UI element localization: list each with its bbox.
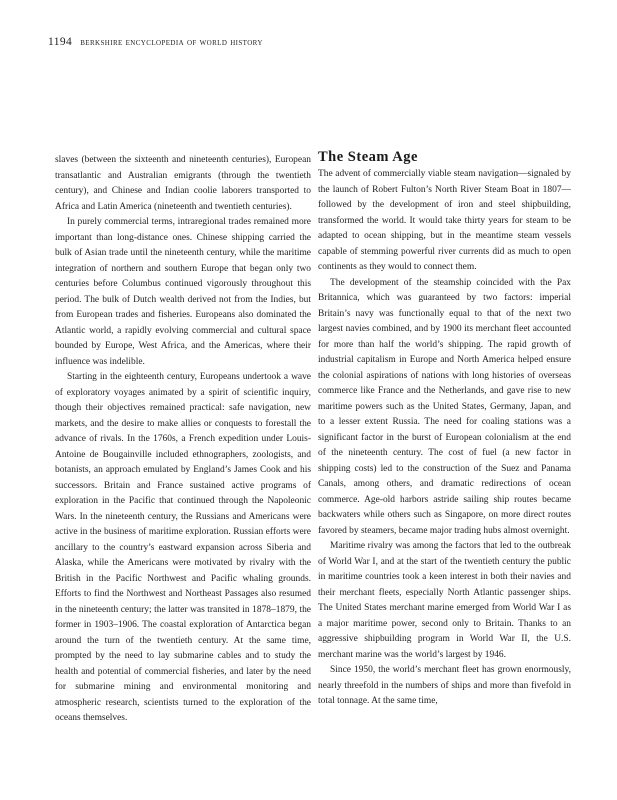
body-paragraph: slaves (between the sixteenth and nineteenth centuries), European transatlantic and Australian emigrants (through the twentieth century), and Chinese and Indian coolie laborers transported to Africa and Latin America (nineteenth and twentieth centuries). bbox=[55, 155, 311, 212]
section-heading: The Steam Age bbox=[318, 149, 418, 165]
running-header bbox=[48, 36, 263, 48]
left-column bbox=[55, 153, 311, 727]
body-paragraph: In purely commercial terms, intraregional trades remained more important than long-distance ones. Chinese shipping carried the bulk of Asian trade until the nineteenth century, while the maritime integration of northern and southern Europe that began only two centuries before Columbus continued vigorously throughout this period. The bulk of Dutch wealth derived not from the Indies, but from European trades and fisheries. Europeans also dominated the Atlantic world, a rapidly evolving commercial and cultural space bounded by Europe, West Africa, and the Americas, where their influence was indelible. bbox=[55, 217, 311, 367]
body-paragraph: Maritime rivalry was among the factors that led to the outbreak of World War I, and at the start of the twentieth century the public in maritime countries took a keen interest in both their navies and their merchant fleets, especially North Atlantic passenger ships. The United States merchant marine emerged from World War I as a major maritime power, second only to Britain. Thanks to an aggressive shipbuilding program in World War II, the U.S. merchant marine was the world’s largest by 1946. bbox=[318, 541, 571, 660]
body-paragraph: Since 1950, the world’s merchant fleet has grown enormously, nearly threefold in the numbers of ships and more than fivefold in total tonnage. At the same time, bbox=[318, 665, 571, 706]
body-paragraph: Starting in the eighteenth century, Europeans undertook a wave of exploratory voyages animated by a spirit of scientific inquiry, though their objectives remained practical: safe navigation, new markets, and the desire to make allies or conquests to forestall the advance of rivals. In the 1760s, a French expedition under Louis-Antoine de Bougainville included ethnographers, zoologists, and botanists, an approach emulated by England’s James Cook and his successors. Britain and France sustained active programs of exploration in the Pacific that continued through the Napoleonic Wars. In the nineteenth century, the Russians and Americans were active in the business of maritime exploration. Russian efforts were ancillary to the country’s eastward expansion across Siberia and Alaska, while the Americans were motivated by rivalry with the British in the Pacific Northwest and Pacific whaling grounds. Efforts to find the Northwest and Northeast Passages also resumed in the nineteenth century; the latter was transited in 1878–1879, the former in 1903–1906. The coastal exploration of Antarctica began around the turn of the twentieth century. At the same time, prompted by the need to lay submarine cables and to study the health and potential of commercial fisheries, and later by the need for submarine mining and environmental monitoring and atmospheric research, scientists turned to the exploration of the oceans themselves. bbox=[55, 372, 311, 723]
body-paragraph: The development of the steamship coincided with the Pax Britannica, which was guaranteed by two factors: imperial Britain’s navy was functionally equal to that of the next two largest navies combined, and by 1900 its merchant fleet accounted for more than half the world’s shipping. The rapid growth of industrial capitalism in Europe and North America helped ensure the colonial aspirations of nations with long histories of overseas commerce like France and the Netherlands, and gave rise to new maritime powers such as the United States, Germany, Japan, and to a lesser extent Russia. The need for coaling stations was a significant factor in the burst of European colonialism at the end of the nineteenth century. The cost of fuel (a new factor in shipping costs) led to the construction of the Suez and Panama Canals, among others, and dramatic redirections of ocean commerce. Age-old harbors astride sailing ship routes became backwaters while others such as Singapore, on more direct routes favored by steamers, became major trading hubs almost overnight. bbox=[318, 277, 571, 536]
page-number: 1194 bbox=[48, 36, 73, 48]
running-title: berkshire encyclopedia of world history bbox=[80, 37, 263, 48]
body-paragraph: The advent of commercially viable steam navigation—signaled by the launch of Robert Fulton’s North River Steam Boat in 1807—followed by the development of iron and steel shipbuilding, transformed the world. It would take thirty years for steam to be adapted to ocean shipping, but in the meantime steam vessels capable of stemming powerful river currents did as much to open continents as they would to connect them. bbox=[318, 169, 571, 272]
right-column bbox=[318, 148, 571, 710]
